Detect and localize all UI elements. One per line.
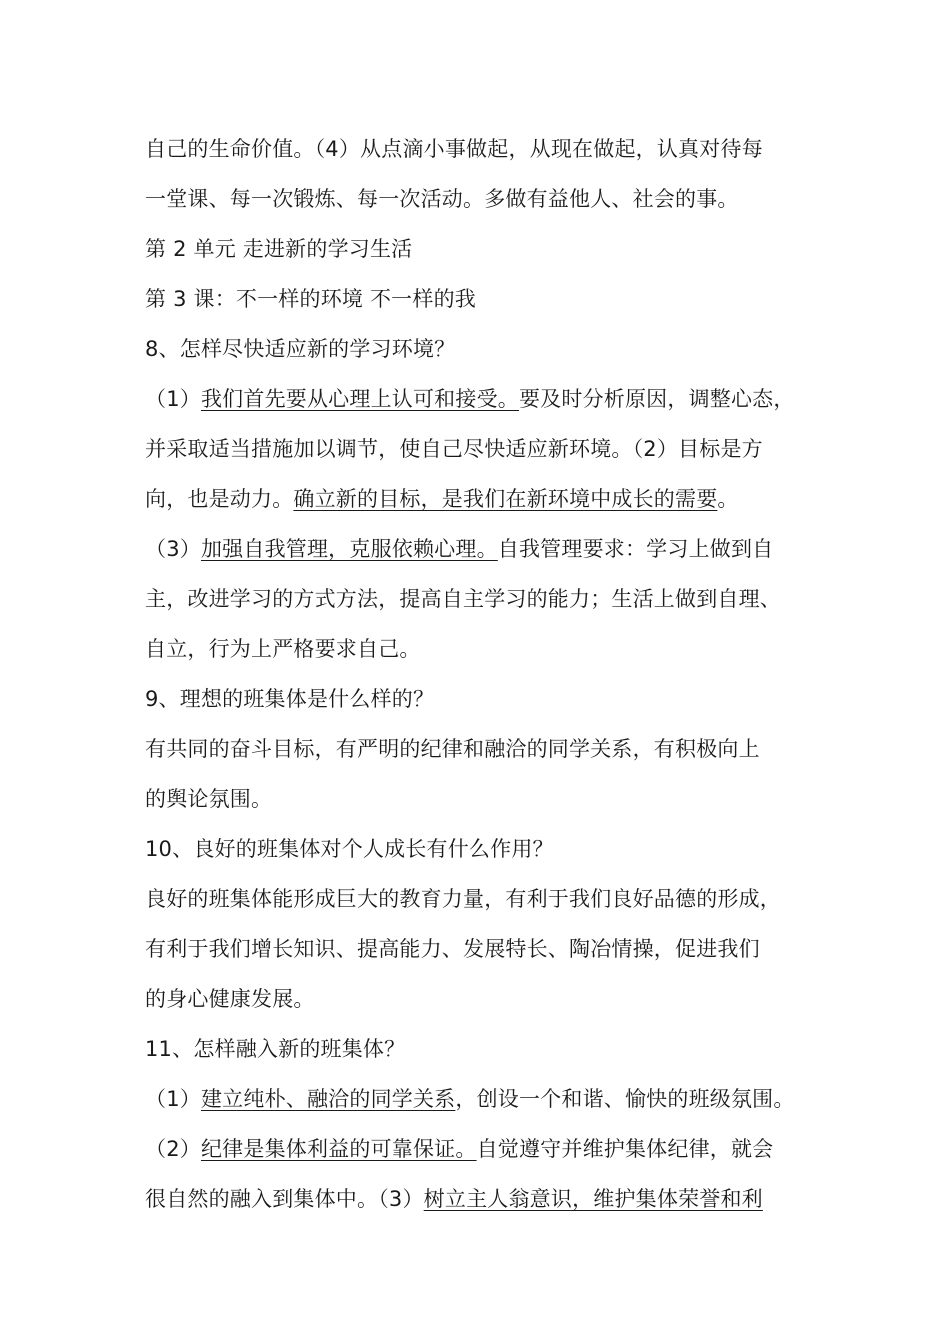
unit-heading <box>145 234 845 264</box>
question-11 <box>145 1034 845 1064</box>
text-run: 11、怎样融入新的班集体？ <box>145 1037 406 1061</box>
question-10 <box>145 834 845 864</box>
text-line <box>145 484 845 514</box>
text-line <box>145 1184 845 1214</box>
underlined-text: 确立新的目标，是我们在新环境中成长的需要 <box>293 487 718 511</box>
text-run: （3） <box>145 537 201 561</box>
text-run: 有利于我们增长知识、提高能力、发展特长、陶冶情操，促进我们 <box>145 937 760 961</box>
text-run: 自立，行为上严格要求自己。 <box>145 637 421 661</box>
text-line <box>145 1084 845 1114</box>
text-run: 8、怎样尽快适应新的学习环境？ <box>145 337 456 361</box>
text-run: 的身心健康发展。 <box>145 987 315 1011</box>
text-run: 第 2 单元 走进新的学习生活 <box>145 237 413 261</box>
text-line <box>145 1134 845 1164</box>
text-line <box>145 984 845 1014</box>
lesson-heading <box>145 284 845 314</box>
text-run: 一堂课、每一次锻炼、每一次活动。多做有益他人、社会的事。 <box>145 187 739 211</box>
text-run: 的舆论氛围。 <box>145 787 273 811</box>
text-line <box>145 434 845 464</box>
text-run: ，创设一个和谐、愉快的班级氛围。 <box>455 1087 795 1111</box>
text-run: 。 <box>717 487 739 511</box>
text-line <box>145 634 845 664</box>
text-line <box>145 934 845 964</box>
underlined-text: 树立主人翁意识，维护集体荣誉和利 <box>423 1187 763 1211</box>
question-9 <box>145 684 845 714</box>
text-line <box>145 784 845 814</box>
text-line <box>145 734 845 764</box>
text-run: 主，改进学习的方式方法，提高自主学习的能力；生活上做到自理、 <box>145 587 781 611</box>
question-8 <box>145 334 845 364</box>
text-run: （2） <box>145 1137 201 1161</box>
text-run: 第 3 课：不一样的环境 不一样的我 <box>145 287 476 311</box>
text-run: 自我管理要求：学习上做到自 <box>497 537 774 561</box>
text-run: 向，也是动力。 <box>145 487 294 511</box>
text-run: 有共同的奋斗目标，有严明的纪律和融洽的同学关系，有积极向上 <box>145 737 760 761</box>
underlined-text: 纪律是集体利益的可靠保证。 <box>200 1137 477 1161</box>
text-run: 10、良好的班集体对个人成长有什么作用？ <box>145 837 554 861</box>
text-line <box>145 184 845 214</box>
text-run: 9、理想的班集体是什么样的？ <box>145 687 435 711</box>
text-line <box>145 884 845 914</box>
text-run: 自己的生命价值。（4）从点滴小事做起，从现在做起，认真对待每 <box>145 137 763 161</box>
underlined-text: 我们首先要从心理上认可和接受。 <box>200 387 519 411</box>
underlined-text: 建立纯朴、融洽的同学关系 <box>200 1087 456 1111</box>
text-line <box>145 384 845 414</box>
text-line <box>145 134 845 164</box>
text-run: （1） <box>145 387 201 411</box>
text-run: 要及时分析原因，调整心态， <box>518 387 795 411</box>
underlined-text: 加强自我管理，克服依赖心理。 <box>200 537 498 561</box>
text-run: 并采取适当措施加以调节，使自己尽快适应新环境。（2）目标是方 <box>145 437 763 461</box>
text-run: （1） <box>145 1087 201 1111</box>
text-line <box>145 584 845 614</box>
text-line <box>145 534 845 564</box>
text-run: 很自然的融入到集体中。（3） <box>145 1187 424 1211</box>
text-run: 自觉遵守并维护集体纪律，就会 <box>476 1137 774 1161</box>
text-run: 良好的班集体能形成巨大的教育力量，有利于我们良好品德的形成， <box>145 887 781 911</box>
